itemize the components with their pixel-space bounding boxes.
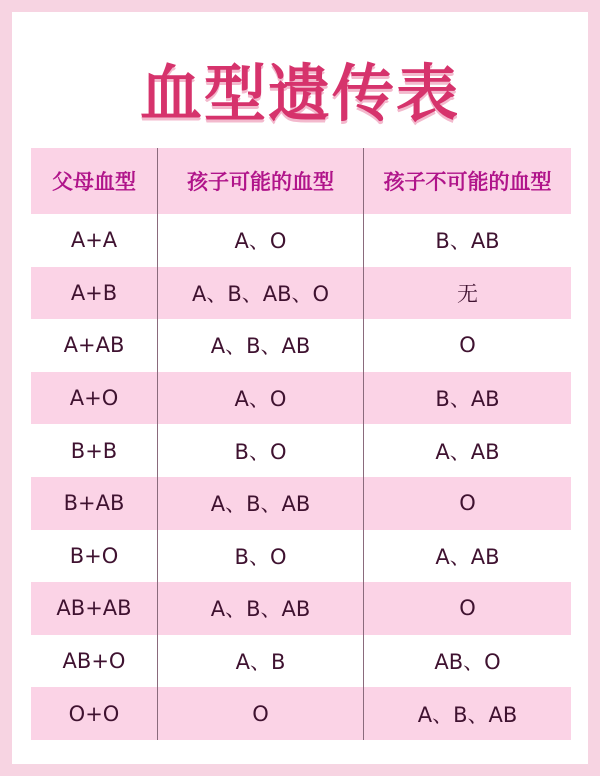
cell-impossible: B、AB [363, 372, 571, 425]
cell-parents: A+B [70, 280, 118, 305]
cell-parents: O+O [68, 701, 120, 726]
table-row [31, 214, 571, 267]
header-impossible: 孩子不可能的血型 [363, 148, 571, 214]
table-row [31, 319, 571, 372]
cell-impossible: O [363, 582, 571, 635]
cell-parents: B+B [70, 438, 118, 463]
cell-impossible: B、AB [363, 214, 571, 267]
table-row [31, 635, 571, 688]
cell-possible: A、B、AB [157, 319, 363, 372]
blood-type-table [31, 148, 571, 740]
table-row [31, 424, 571, 477]
cell-possible: A、B、AB [157, 582, 363, 635]
cell-parents: AB+AB [56, 596, 132, 621]
cell-parents: AB+O [62, 649, 126, 674]
cell-parents: B+O [69, 543, 119, 568]
table-row [31, 267, 571, 320]
header-parents: 父母血型 [52, 170, 136, 194]
cell-parents: A+O [69, 386, 119, 411]
table-row [31, 372, 571, 425]
cell-impossible: O [363, 477, 571, 530]
cell-parents: A+AB [63, 333, 125, 358]
table-row [31, 687, 571, 740]
table-row [31, 530, 571, 583]
cell-impossible: 无 [363, 267, 571, 320]
table-row [31, 477, 571, 530]
cell-possible: A、B [157, 635, 363, 688]
cell-possible: A、B、AB [157, 477, 363, 530]
cell-impossible: A、B、AB [363, 687, 571, 740]
cell-impossible: A、AB [363, 424, 571, 477]
cell-possible: B、O [157, 424, 363, 477]
cell-impossible: A、AB [363, 530, 571, 583]
cell-impossible: AB、O [363, 635, 571, 688]
cell-possible: A、B、AB、O [157, 267, 363, 320]
cell-parents: B+AB [63, 491, 125, 516]
table-header-row [31, 148, 571, 214]
table-row [31, 582, 571, 635]
cell-possible: A、O [157, 372, 363, 425]
page-title: 血型遗传表 [139, 57, 460, 130]
cell-possible: O [157, 687, 363, 740]
cell-impossible: O [363, 319, 571, 372]
header-possible: 孩子可能的血型 [157, 148, 363, 214]
cell-parents: A+A [70, 228, 118, 253]
cell-possible: B、O [157, 530, 363, 583]
cell-possible: A、O [157, 214, 363, 267]
